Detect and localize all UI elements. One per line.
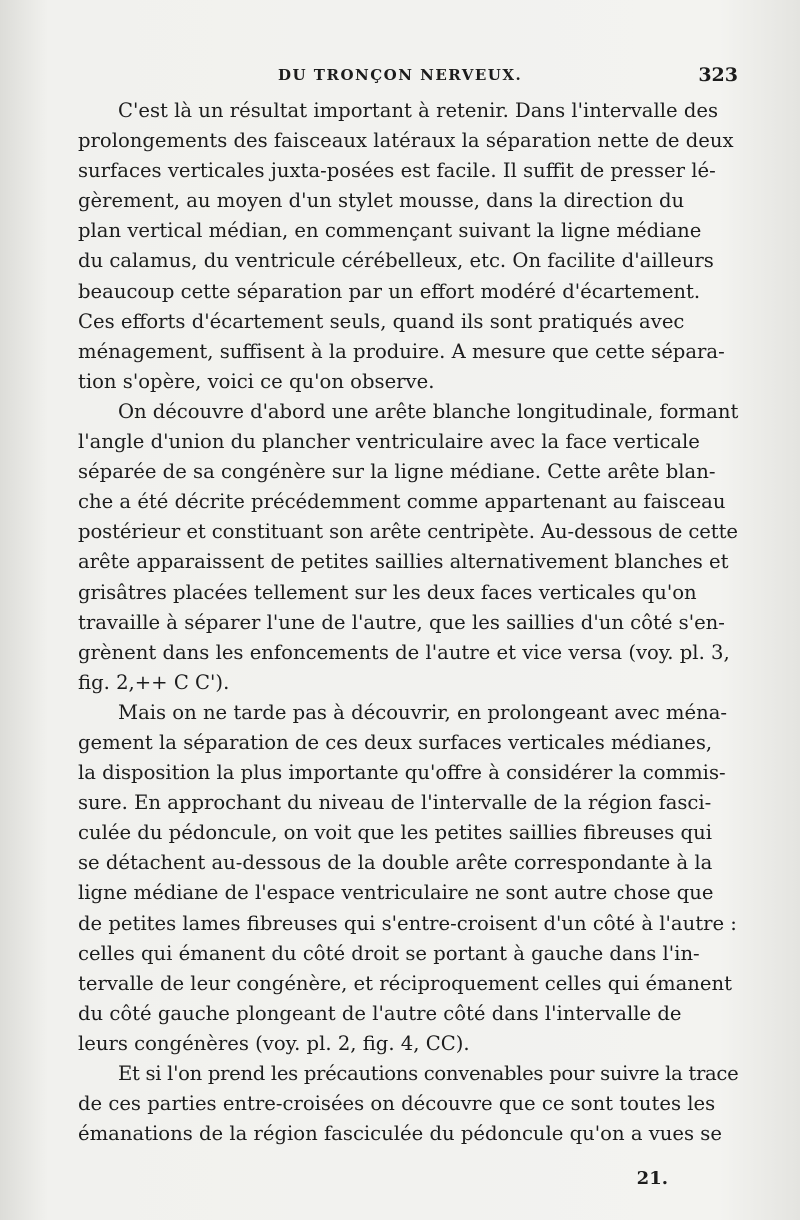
text-line: prolongements des faisceaux latéraux la séparation nette de deux [78, 129, 734, 153]
text-line: Et si l'on prend les précautions convenables pour suivre la trace [118, 1062, 739, 1085]
text-line: culée du pédoncule, on voit que les petites saillies fibreuses qui [78, 821, 712, 845]
text-line: grisâtres placées tellement sur les deux faces verticales qu'on [78, 580, 697, 604]
text-line: On découvre d'abord une arête blanche longitudinale, formant [118, 399, 739, 423]
text-line: C'est là un résultat important à retenir. Dans l'intervalle des [118, 99, 719, 122]
text-line: postérieur et constituant son arête centripète. Au-dessous de cette [78, 520, 738, 544]
text-line: arête apparaissent de petites saillies alternativement blanches et [78, 550, 729, 574]
text-line: beaucoup cette séparation par un effort modéré d'écartement. [78, 279, 701, 303]
text-line: émanations de la région fasciculée du pédoncule qu'on a vues se [78, 1122, 722, 1146]
text-line: l'angle d'union du plancher ventriculaire avec la face verticale [78, 430, 700, 454]
text-line: se détachent au-dessous de la double arête correspondante à la [78, 851, 713, 875]
paragraph-1 [78, 96, 738, 397]
running-title: DU TRONÇON NERVEUX. [278, 66, 523, 84]
page-number: 323 [698, 64, 738, 86]
text-line: ménagement, suffisent à la produire. A mesure que cette sépara- [78, 339, 725, 363]
text-line: travaille à séparer l'une de l'autre, que les saillies d'un côté s'en- [78, 610, 725, 634]
paragraph-4 [78, 1059, 738, 1149]
text-line: surfaces verticales juxta-posées est facile. Il suffit de presser lé- [78, 159, 716, 183]
text-line: tervalle de leur congénère, et réciproquement celles qui émanent [78, 971, 733, 995]
text-line: gement la séparation de ces deux surfaces verticales médianes, [78, 730, 713, 754]
text-line: Ces efforts d'écartement seuls, quand ils sont pratiqués avec [78, 309, 685, 333]
text-line: du calamus, du ventricule cérébelleux, etc. On facilite d'ailleurs [78, 249, 714, 273]
signature-mark: 21. [636, 1168, 668, 1189]
paragraph-2 [78, 397, 738, 698]
text-line: plan vertical médian, en commençant suivant la ligne médiane [78, 219, 702, 243]
text-line: tion s'opère, voici ce qu'on observe. [78, 369, 435, 393]
paragraph-3 [78, 698, 738, 1059]
text-line: celles qui émanent du côté droit se portant à gauche dans l'in- [78, 941, 700, 965]
text-line: sure. En approchant du niveau de l'intervalle de la région fasci- [78, 791, 712, 815]
text-line: leurs congénères (voy. pl. 2, fig. 4, CC). [78, 1031, 470, 1055]
page-header [78, 66, 738, 94]
body-text [78, 96, 738, 1149]
text-line: grènent dans les enfoncements de l'autre et vice versa (voy. pl. 3, [78, 640, 730, 664]
text-line: de petites lames fibreuses qui s'entre-croisent d'un côté à l'autre : [78, 911, 737, 935]
text-line: fig. 2,++ C C'). [78, 670, 230, 694]
text-line: séparée de sa congénère sur la ligne médiane. Cette arête blan- [78, 460, 716, 484]
text-line: la disposition la plus importante qu'offre à considérer la commis- [78, 761, 726, 785]
text-line: du côté gauche plongeant de l'autre côté dans l'intervalle de [78, 1001, 682, 1025]
text-line: che a été décrite précédemment comme appartenant au faisceau [78, 490, 726, 514]
text-line: ligne médiane de l'espace ventriculaire ne sont autre chose que [78, 881, 714, 905]
text-line: Mais on ne tarde pas à découvrir, en prolongeant avec ména- [118, 700, 728, 724]
text-line: gèrement, au moyen d'un stylet mousse, dans la direction du [78, 189, 685, 213]
text-line: de ces parties entre-croisées on découvre que ce sont toutes les [78, 1092, 716, 1116]
